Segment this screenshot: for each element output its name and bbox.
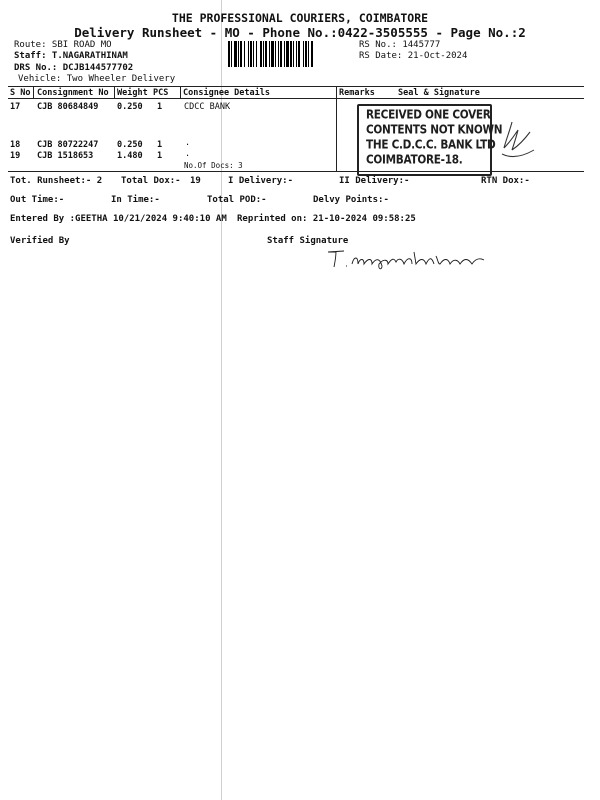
stamp-line-4: COIMBATORE-18.: [366, 153, 463, 167]
tot-runsheet: Tot. Runsheet:- 2: [10, 176, 103, 186]
table-row-consignment: CJB 80722247: [37, 140, 99, 150]
stamp-line-1: RECEIVED ONE COVER: [366, 108, 491, 122]
staff-handwritten-signature: [324, 246, 492, 272]
table-row-consignment: CJB 80684849: [37, 102, 99, 112]
entered-by: Entered By :GEETHA 10/21/2024 9:40:10 AM: [10, 214, 227, 224]
table-row-weight: 0.250: [117, 102, 143, 112]
table-row-sno: 18: [10, 140, 21, 150]
col-remarks: Remarks: [339, 88, 375, 98]
table-row-pcs: 1: [157, 151, 163, 161]
barcode-bar: [313, 41, 314, 67]
table-row-weight: 1.480: [117, 151, 143, 161]
rs-date: RS Date: 21-Oct-2024: [359, 51, 468, 61]
rs-number: RS No.: 1445777: [359, 40, 441, 50]
table-row-consignee: .: [185, 138, 191, 148]
no-of-docs: No.Of Docs: 3: [184, 161, 243, 170]
col-consignee: Consignee Details: [183, 88, 270, 98]
table-row-consignee: CDCC BANK: [184, 102, 231, 112]
company-name: THE PROFESSIONAL COURIERS, COIMBATORE: [171, 11, 429, 25]
table-row-weight: 0.250: [117, 140, 143, 150]
staff-signature-label: Staff Signature: [267, 236, 349, 246]
i-delivery: I Delivery:-: [228, 176, 294, 186]
staff-label: Staff: T.NAGARATHINAM: [14, 51, 128, 61]
table-row-consignment: CJB 1518653: [37, 151, 94, 161]
in-time: In Time:-: [111, 195, 160, 205]
ii-delivery: II Delivery:-: [339, 176, 410, 186]
rtn-dox: RTN Dox:-: [481, 176, 530, 186]
table-row-pcs: 1: [157, 102, 163, 112]
handwritten-initials-icon: [492, 110, 544, 170]
vehicle-label: Vehicle: Two Wheeler Delivery: [18, 74, 176, 84]
drs-number: DRS No.: DCJB144577702: [14, 63, 134, 73]
table-row-sno: 19: [10, 151, 21, 161]
col-sno: S No: [10, 88, 31, 98]
runsheet-title: Delivery Runsheet - MO - Phone No.:0422-3505555 - Page No.:2: [74, 25, 526, 40]
reprinted-on: Reprinted on: 21-10-2024 09:58:25: [237, 214, 416, 224]
col-pcs: PCS: [153, 88, 169, 98]
col-seal: Seal & Signature: [398, 88, 480, 98]
route-label: Route: SBI ROAD MO: [14, 40, 112, 50]
barcode: [228, 41, 354, 67]
table-row-pcs: 1: [157, 140, 163, 150]
total-dox-value: 19: [190, 176, 201, 186]
table-row-sno: 17: [10, 102, 21, 112]
verified-by: Verified By: [10, 236, 70, 246]
page-fold-line: [221, 0, 222, 800]
stamp-line-3: THE C.D.C.C. BANK LTD: [366, 138, 496, 152]
out-time: Out Time:-: [10, 195, 65, 205]
col-weight: Weight: [117, 88, 148, 98]
stamp-line-2: CONTENTS NOT KNOWN: [366, 123, 503, 137]
table-row-consignee: .: [185, 149, 191, 159]
total-dox-label: Total Dox:-: [121, 176, 181, 186]
col-consignment: Consignment No: [37, 88, 109, 98]
delvy-points: Delvy Points:-: [313, 195, 389, 205]
total-pod: Total POD:-: [207, 195, 267, 205]
